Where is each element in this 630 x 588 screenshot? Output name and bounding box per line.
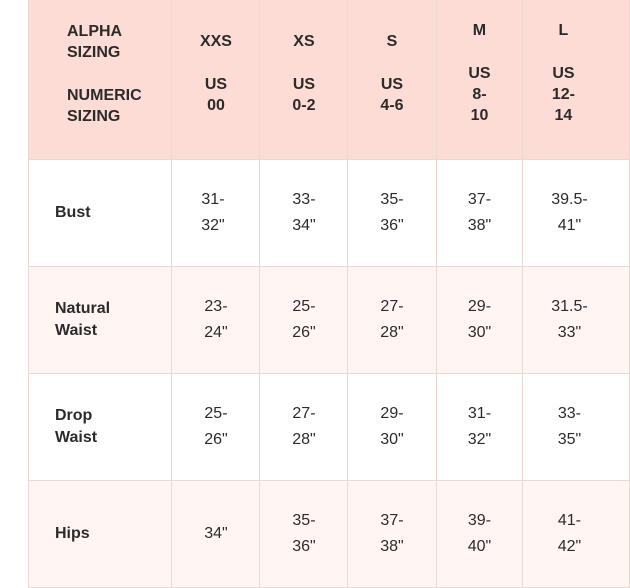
table-row-natural-waist: [29, 267, 630, 374]
measurement-line: 33": [557, 324, 582, 341]
measurement-cell: [348, 481, 436, 588]
measurement-line: 26": [204, 431, 228, 448]
measurement-line: 34": [292, 217, 316, 234]
measurement-cell: [523, 267, 630, 374]
measurement-line: 41": [557, 217, 582, 234]
alpha-size: L: [558, 22, 569, 39]
numeric-size-line: US: [204, 76, 228, 93]
alpha-sizing-label: [67, 21, 157, 63]
alpha-size: S: [386, 33, 398, 50]
numeric-size-line: 10: [470, 107, 489, 124]
corner-header-cell: [29, 0, 172, 160]
measurement-cell: [260, 481, 348, 588]
numeric-sizing-label-line: NUMERIC: [67, 87, 142, 104]
alpha-size: XS: [293, 33, 315, 50]
measurement-cell: [436, 267, 523, 374]
numeric-size-line: 0-2: [292, 97, 316, 114]
row-label: [29, 374, 172, 481]
row-label-line: Waist: [55, 322, 98, 339]
row-label: [29, 160, 172, 267]
row-label-line: Natural: [55, 300, 111, 317]
row-label-line: Bust: [55, 204, 91, 221]
measurement-cell: [348, 160, 436, 267]
measurement-line: 34": [204, 525, 228, 542]
measurement-cell: [436, 481, 523, 588]
measurement-line: 41-: [557, 512, 581, 529]
measurement-line: 32": [201, 217, 225, 234]
numeric-size-line: US: [468, 65, 491, 82]
measurement-line: 29-: [467, 298, 492, 315]
measurement-line: 35": [557, 431, 582, 448]
measurement-cell: [348, 267, 436, 374]
measurement-line: 28": [380, 324, 404, 341]
numeric-sizing-label-line: SIZING: [67, 108, 121, 125]
alpha-size: M: [472, 22, 487, 39]
numeric-sizing-label: [67, 85, 157, 127]
measurement-line: 36": [380, 217, 404, 234]
measurement-cell: [523, 481, 630, 588]
row-label: [29, 267, 172, 374]
measurement-line: 30": [467, 324, 492, 341]
measurement-line: 33-: [557, 405, 581, 422]
row-label-line: Waist: [55, 429, 98, 446]
numeric-size-line: US: [380, 76, 404, 93]
size-chart-table: [28, 0, 630, 588]
measurement-line: 39-: [467, 512, 492, 529]
numeric-size-line: 00: [207, 97, 225, 114]
measurement-cell: [172, 481, 260, 588]
row-label-line: Drop: [55, 407, 93, 424]
measurement-cell: [172, 160, 260, 267]
measurement-cell: [260, 160, 348, 267]
numeric-size-line: 12-: [551, 86, 575, 103]
measurement-cell: [260, 267, 348, 374]
measurement-cell: [172, 374, 260, 481]
size-header-xxs: [172, 0, 260, 160]
alpha-sizing-label-line: SIZING: [67, 44, 121, 61]
numeric-size-line: US: [552, 65, 575, 82]
size-header-s: [348, 0, 436, 160]
measurement-line: 31-: [201, 191, 225, 208]
table-row-bust: [29, 160, 630, 267]
alpha-sizing-label-line: ALPHA: [67, 23, 123, 40]
measurement-line: 31-: [467, 405, 492, 422]
measurement-cell: [172, 267, 260, 374]
measurement-line: 38": [380, 538, 404, 555]
measurement-line: 28": [292, 431, 316, 448]
measurement-line: 31.5-: [551, 298, 588, 315]
measurement-line: 40": [467, 538, 492, 555]
measurement-line: 30": [380, 431, 404, 448]
measurement-line: 37-: [380, 512, 404, 529]
measurement-line: 35-: [380, 191, 404, 208]
measurement-cell: [523, 160, 630, 267]
measurement-line: 32": [467, 431, 492, 448]
numeric-size-line: US: [292, 76, 316, 93]
numeric-size-line: 14: [554, 107, 573, 124]
measurement-line: 35-: [292, 512, 316, 529]
row-label: [29, 481, 172, 588]
row-label-line: Hips: [55, 525, 90, 542]
table-row-hips: [29, 481, 630, 588]
size-header-xs: [260, 0, 348, 160]
measurement-line: 27-: [292, 405, 316, 422]
measurement-line: 29-: [380, 405, 404, 422]
numeric-size-line: 4-6: [380, 97, 404, 114]
measurement-line: 27-: [380, 298, 404, 315]
alpha-size: XXS: [199, 33, 232, 50]
measurement-cell: [436, 160, 523, 267]
measurement-line: 37-: [467, 191, 492, 208]
size-header-m: [436, 0, 523, 160]
header-row: [29, 0, 630, 160]
measurement-line: 36": [292, 538, 316, 555]
measurement-line: 38": [467, 217, 492, 234]
size-header-l: [523, 0, 630, 160]
measurement-cell: [348, 374, 436, 481]
measurement-line: 26": [292, 324, 316, 341]
table-row-drop-waist: [29, 374, 630, 481]
measurement-line: 25-: [204, 405, 228, 422]
measurement-line: 23-: [204, 298, 228, 315]
measurement-line: 42": [557, 538, 582, 555]
measurement-line: 25-: [292, 298, 316, 315]
measurement-cell: [436, 374, 523, 481]
measurement-line: 39.5-: [551, 191, 588, 208]
measurement-line: 24": [204, 324, 228, 341]
numeric-size-line: 8-: [472, 86, 487, 103]
measurement-line: 33-: [292, 191, 316, 208]
measurement-cell: [260, 374, 348, 481]
measurement-cell: [523, 374, 630, 481]
